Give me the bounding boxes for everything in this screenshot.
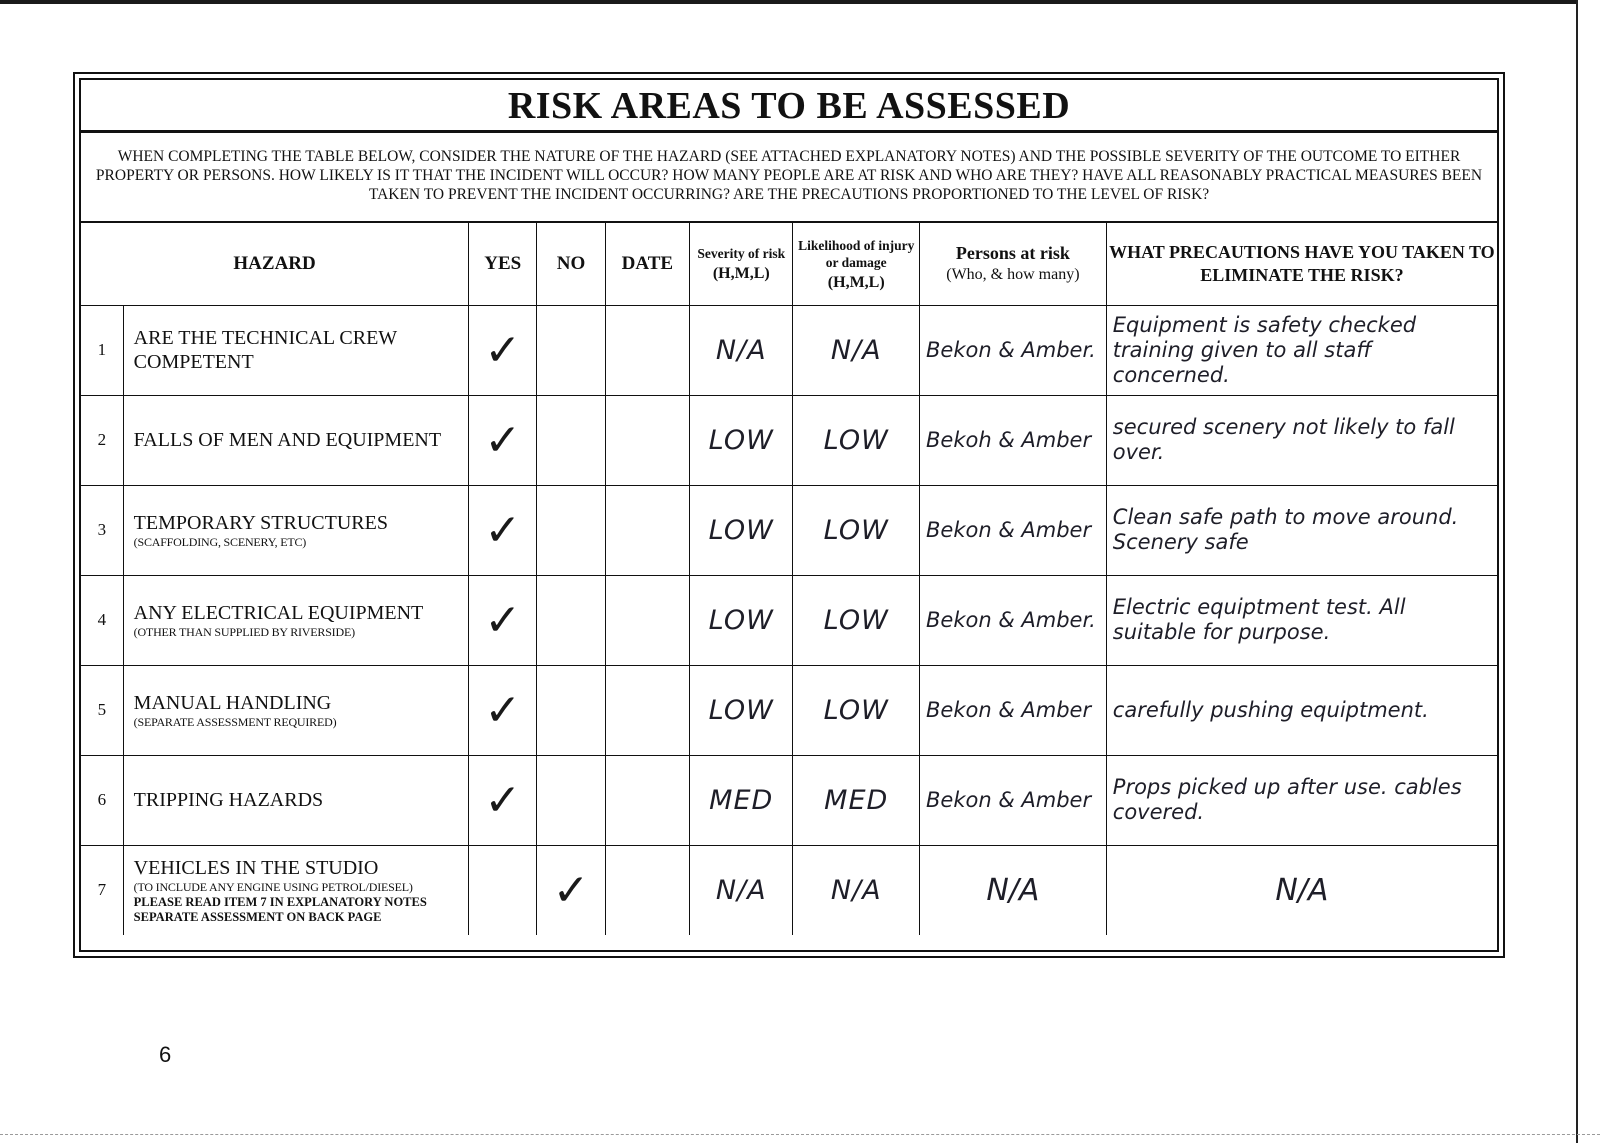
likelihood-cell[interactable]: LOW (793, 485, 920, 575)
hazard-subtitle: (TO INCLUDE ANY ENGINE USING PETROL/DIESEL) (133, 879, 413, 894)
table-row (81, 395, 1497, 485)
date-cell[interactable] (605, 575, 689, 665)
hazard-subtitle: (SCAFFOLDING, SCENERY, ETC) (133, 534, 307, 549)
page-number: 6 (159, 1042, 172, 1067)
date-cell[interactable] (605, 485, 689, 575)
form-title: RISK AREAS TO BE ASSESSED (81, 80, 1497, 133)
persons-at-risk-cell[interactable]: N/A (920, 845, 1107, 935)
table-row (81, 665, 1497, 755)
row-number: 7 (81, 845, 123, 935)
table-row (81, 575, 1497, 665)
severity-cell[interactable]: LOW (690, 485, 793, 575)
row-number: 5 (81, 665, 123, 755)
header-no: NO (537, 223, 605, 305)
precautions-cell[interactable]: Equipment is safety checked training given to all staff concerned. (1106, 305, 1497, 395)
hazard-cell (123, 665, 468, 755)
severity-cell[interactable]: N/A (690, 845, 793, 935)
likelihood-cell[interactable]: LOW (793, 665, 920, 755)
yes-checkmark-cell[interactable]: ✓ (469, 755, 537, 845)
date-cell[interactable] (605, 755, 689, 845)
likelihood-cell[interactable]: LOW (793, 575, 920, 665)
likelihood-cell[interactable]: N/A (793, 845, 920, 935)
header-severity (690, 223, 793, 305)
header-date: DATE (605, 223, 689, 305)
yes-checkmark-cell[interactable] (469, 845, 537, 935)
date-cell[interactable] (605, 845, 689, 935)
table-row (81, 485, 1497, 575)
yes-checkmark-cell[interactable]: ✓ (469, 575, 537, 665)
hazard-note-2: SEPARATE ASSESSMENT ON BACK PAGE (133, 909, 382, 924)
table-row (81, 845, 1497, 935)
hazard-title: ARE THE TECHNICAL CREW COMPETENT (133, 327, 397, 373)
header-hazard: HAZARD (81, 223, 469, 305)
precautions-cell[interactable]: Clean safe path to move around. Scenery safe (1106, 485, 1497, 575)
table-row (81, 305, 1497, 395)
severity-cell[interactable]: LOW (690, 395, 793, 485)
likelihood-cell[interactable]: N/A (793, 305, 920, 395)
scan-edge-bottom (0, 1134, 1600, 1137)
scan-edge-top (0, 0, 1600, 4)
form-frame (79, 78, 1499, 952)
likelihood-cell[interactable]: LOW (793, 395, 920, 485)
no-checkmark-cell[interactable] (537, 395, 605, 485)
yes-checkmark-cell[interactable]: ✓ (469, 395, 537, 485)
hazard-cell (123, 485, 468, 575)
form-instructions: WHEN COMPLETING THE TABLE BELOW, CONSIDER THE NATURE OF THE HAZARD (SEE ATTACHED EXPLANATORY NOTES) AND THE POSSIBLE SEVERITY OF THE OUTCOME TO EITHER PROPERTY OR PERSONS. HOW LIKELY IS IT THAT THE INCIDENT WILL OCCUR? HOW MANY PEOPLE ARE AT RISK AND WHO ARE THEY? HAVE ALL REASONABLY PRACTICAL MEASURES BEEN TAKEN TO PREVENT THE INCIDENT OCCURRING? ARE THE PRECAUTIONS PROPORTIONED TO THE LEVEL OF RISK? (81, 133, 1497, 223)
no-checkmark-cell[interactable] (537, 575, 605, 665)
precautions-cell[interactable]: Electric equiptment test. All suitable for purpose. (1106, 575, 1497, 665)
persons-at-risk-cell[interactable]: Bekon & Amber (920, 665, 1107, 755)
persons-at-risk-cell[interactable]: Bekoh & Amber (920, 395, 1107, 485)
row-number: 6 (81, 755, 123, 845)
persons-at-risk-cell[interactable]: Bekon & Amber. (920, 575, 1107, 665)
severity-cell[interactable]: N/A (690, 305, 793, 395)
hazard-note-1: PLEASE READ ITEM 7 IN EXPLANATORY NOTES (133, 894, 427, 909)
no-checkmark-cell[interactable] (537, 485, 605, 575)
header-yes: YES (469, 223, 537, 305)
hazard-cell (123, 845, 468, 935)
hazard-title: TEMPORARY STRUCTURES (133, 511, 388, 534)
row-number: 4 (81, 575, 123, 665)
severity-cell[interactable]: MED (690, 755, 793, 845)
date-cell[interactable] (605, 665, 689, 755)
yes-checkmark-cell[interactable]: ✓ (469, 665, 537, 755)
header-severity-scale: (H,M,L) (712, 265, 770, 283)
header-persons-sub: (Who, & how many) (946, 265, 1080, 283)
hazard-cell (123, 395, 468, 485)
scan-edge-right (1576, 0, 1600, 1143)
precautions-cell[interactable]: secured scenery not likely to fall over. (1106, 395, 1497, 485)
likelihood-cell[interactable]: MED (793, 755, 920, 845)
row-number: 1 (81, 305, 123, 395)
row-number: 2 (81, 395, 123, 485)
severity-cell[interactable]: LOW (690, 575, 793, 665)
table-row (81, 755, 1497, 845)
no-checkmark-cell[interactable] (537, 305, 605, 395)
precautions-cell[interactable]: carefully pushing equiptment. (1106, 665, 1497, 755)
date-cell[interactable] (605, 305, 689, 395)
row-number: 3 (81, 485, 123, 575)
precautions-cell[interactable]: N/A (1106, 845, 1497, 935)
header-severity-label: Severity of risk (697, 246, 786, 262)
risk-table (81, 223, 1497, 935)
no-checkmark-cell[interactable] (537, 755, 605, 845)
header-persons-label: Persons at risk (955, 242, 1070, 263)
date-cell[interactable] (605, 395, 689, 485)
hazard-subtitle: (OTHER THAN SUPPLIED BY RIVERSIDE) (133, 624, 355, 639)
hazard-cell (123, 755, 468, 845)
severity-cell[interactable]: LOW (690, 665, 793, 755)
persons-at-risk-cell[interactable]: Bekon & Amber (920, 755, 1107, 845)
hazard-subtitle: (SEPARATE ASSESSMENT REQUIRED) (133, 714, 337, 729)
yes-checkmark-cell[interactable]: ✓ (469, 305, 537, 395)
hazard-title: MANUAL HANDLING (133, 691, 332, 714)
persons-at-risk-cell[interactable]: Bekon & Amber (920, 485, 1107, 575)
persons-at-risk-cell[interactable]: Bekon & Amber. (920, 305, 1107, 395)
hazard-cell (123, 575, 468, 665)
no-checkmark-cell[interactable] (537, 665, 605, 755)
header-likelihood (793, 223, 920, 305)
header-likelihood-label: Likelihood of injury or damage (798, 237, 915, 270)
header-persons (920, 223, 1107, 305)
no-checkmark-cell[interactable]: ✓ (537, 845, 605, 935)
hazard-title: FALLS OF MEN AND EQUIPMENT (133, 429, 442, 451)
hazard-title: VEHICLES IN THE STUDIO (133, 856, 379, 879)
precautions-cell[interactable]: Props picked up after use. cables covered. (1106, 755, 1497, 845)
yes-checkmark-cell[interactable]: ✓ (469, 485, 537, 575)
risk-assessment-form (73, 72, 1505, 958)
header-precautions: WHAT PRECAUTIONS HAVE YOU TAKEN TO ELIMINATE THE RISK? (1106, 223, 1497, 305)
hazard-cell (123, 305, 468, 395)
table-header-row (81, 223, 1497, 305)
hazard-title: TRIPPING HAZARDS (133, 789, 324, 811)
header-likelihood-scale: (H,M,L) (827, 273, 885, 291)
hazard-title: ANY ELECTRICAL EQUIPMENT (133, 601, 424, 624)
